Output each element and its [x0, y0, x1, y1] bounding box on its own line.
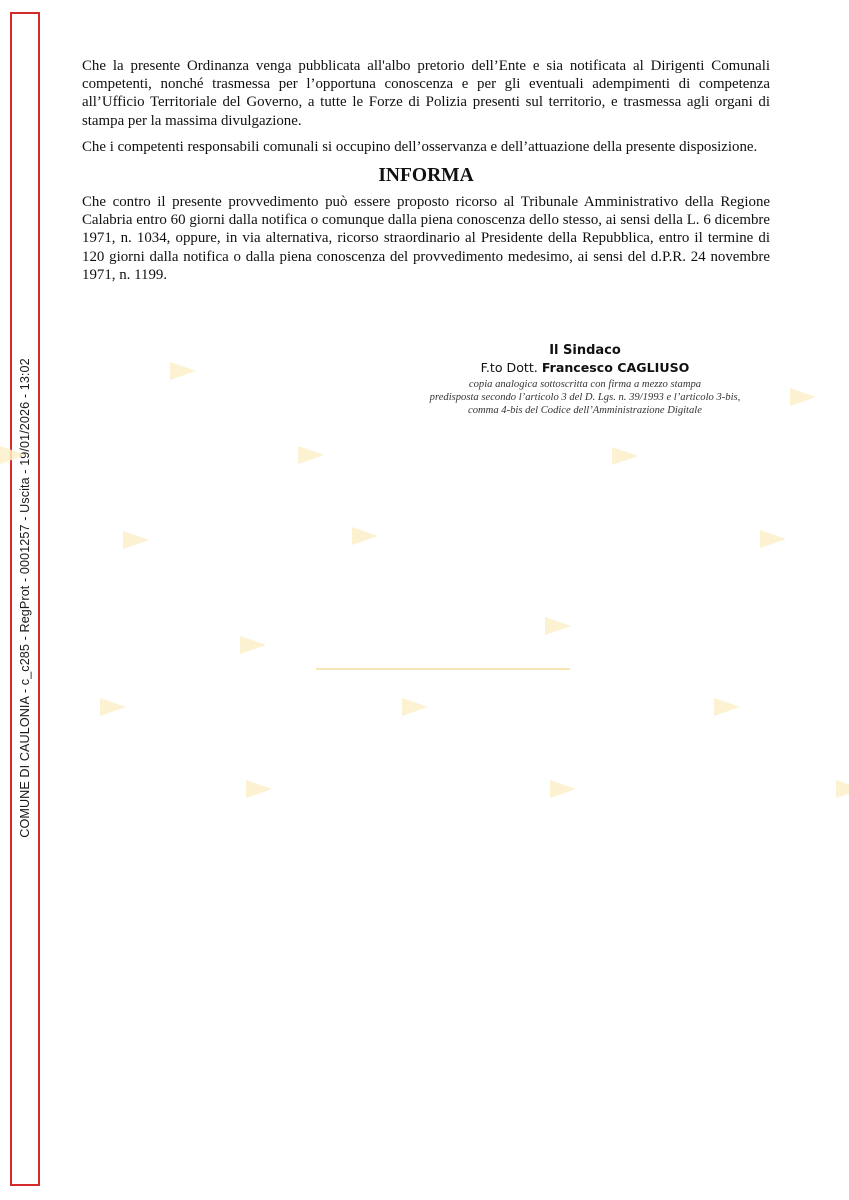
watermark-line [316, 668, 570, 670]
watermark-mark [123, 531, 149, 549]
signature-note-line: comma 4-bis del Codice dell’Amministrazione Digitale [468, 405, 702, 416]
signer-prefix: F.to Dott. [480, 360, 538, 375]
signer-title: Il Sindaco [549, 343, 621, 358]
watermark-mark [100, 698, 126, 716]
paragraph-appeal: Che contro il presente provvedimento può essere proposto ricorso al Tribunale Amministrativo della Regione Calabria entro 60 giorni dalla notifica o comunque dalla piena conoscenza dello stesso, ai sensi della L. 6 dicembre 1971, n. 1034, oppure, in via alternativa, ricorso straordinario al Presidente della Repubblica, entro il termine di 120 giorni dalla notifica o dalla piena conoscenza del provvedimento medesimo, ai sensi del d.P.R. 24 novembre 1971, n. 1199. [82, 194, 770, 283]
signature-block [400, 342, 770, 417]
watermark-mark [760, 530, 786, 548]
watermark-mark [550, 780, 576, 798]
signature-note-line: predisposta secondo l’articolo 3 del D. Lgs. n. 39/1993 e l’articolo 3-bis, [429, 392, 741, 403]
paragraph-responsibility: Che i competenti responsabili comunali si occupino dell’osservanza e dell’attuazione della presente disposizione. [82, 138, 758, 155]
watermark-mark [170, 362, 196, 380]
watermark-mark [352, 527, 378, 545]
watermark-mark [612, 447, 638, 465]
watermark-mark [714, 698, 740, 716]
signer-name-line [400, 359, 770, 376]
section-heading: INFORMA [378, 165, 474, 187]
watermark-mark [836, 780, 849, 798]
watermark-mark [790, 388, 816, 406]
watermark-mark [545, 617, 571, 635]
watermark-mark [240, 636, 266, 654]
signature-note-line: copia analogica sottoscritta con firma a mezzo stampa [468, 379, 702, 390]
paragraph-publication: Che la presente Ordinanza venga pubblicata all'albo pretorio dell’Ente e sia notificata al Dirigenti Comunali competenti, nonché trasmessa per l’opportuna conoscenza e per gli eventuali adempimenti di competenza all’Ufficio Territoriale del Governo, a tutte le Forze di Polizia presenti sul territorio, e trasmessa agli organi di stampa per la massima divulgazione. [82, 58, 770, 129]
document-body [82, 57, 770, 292]
watermark-mark [298, 446, 324, 464]
signature-note [400, 378, 770, 417]
signer-name: Francesco CAGLIUSO [541, 360, 690, 375]
protocol-stamp-text: COMUNE DI CAULONIA - c_c285 - RegProt - 0001257 - Uscita - 19/01/2026 - 13:02 [18, 358, 32, 838]
watermark-mark [246, 780, 272, 798]
watermark-mark [0, 446, 26, 464]
watermark-mark [402, 698, 428, 716]
